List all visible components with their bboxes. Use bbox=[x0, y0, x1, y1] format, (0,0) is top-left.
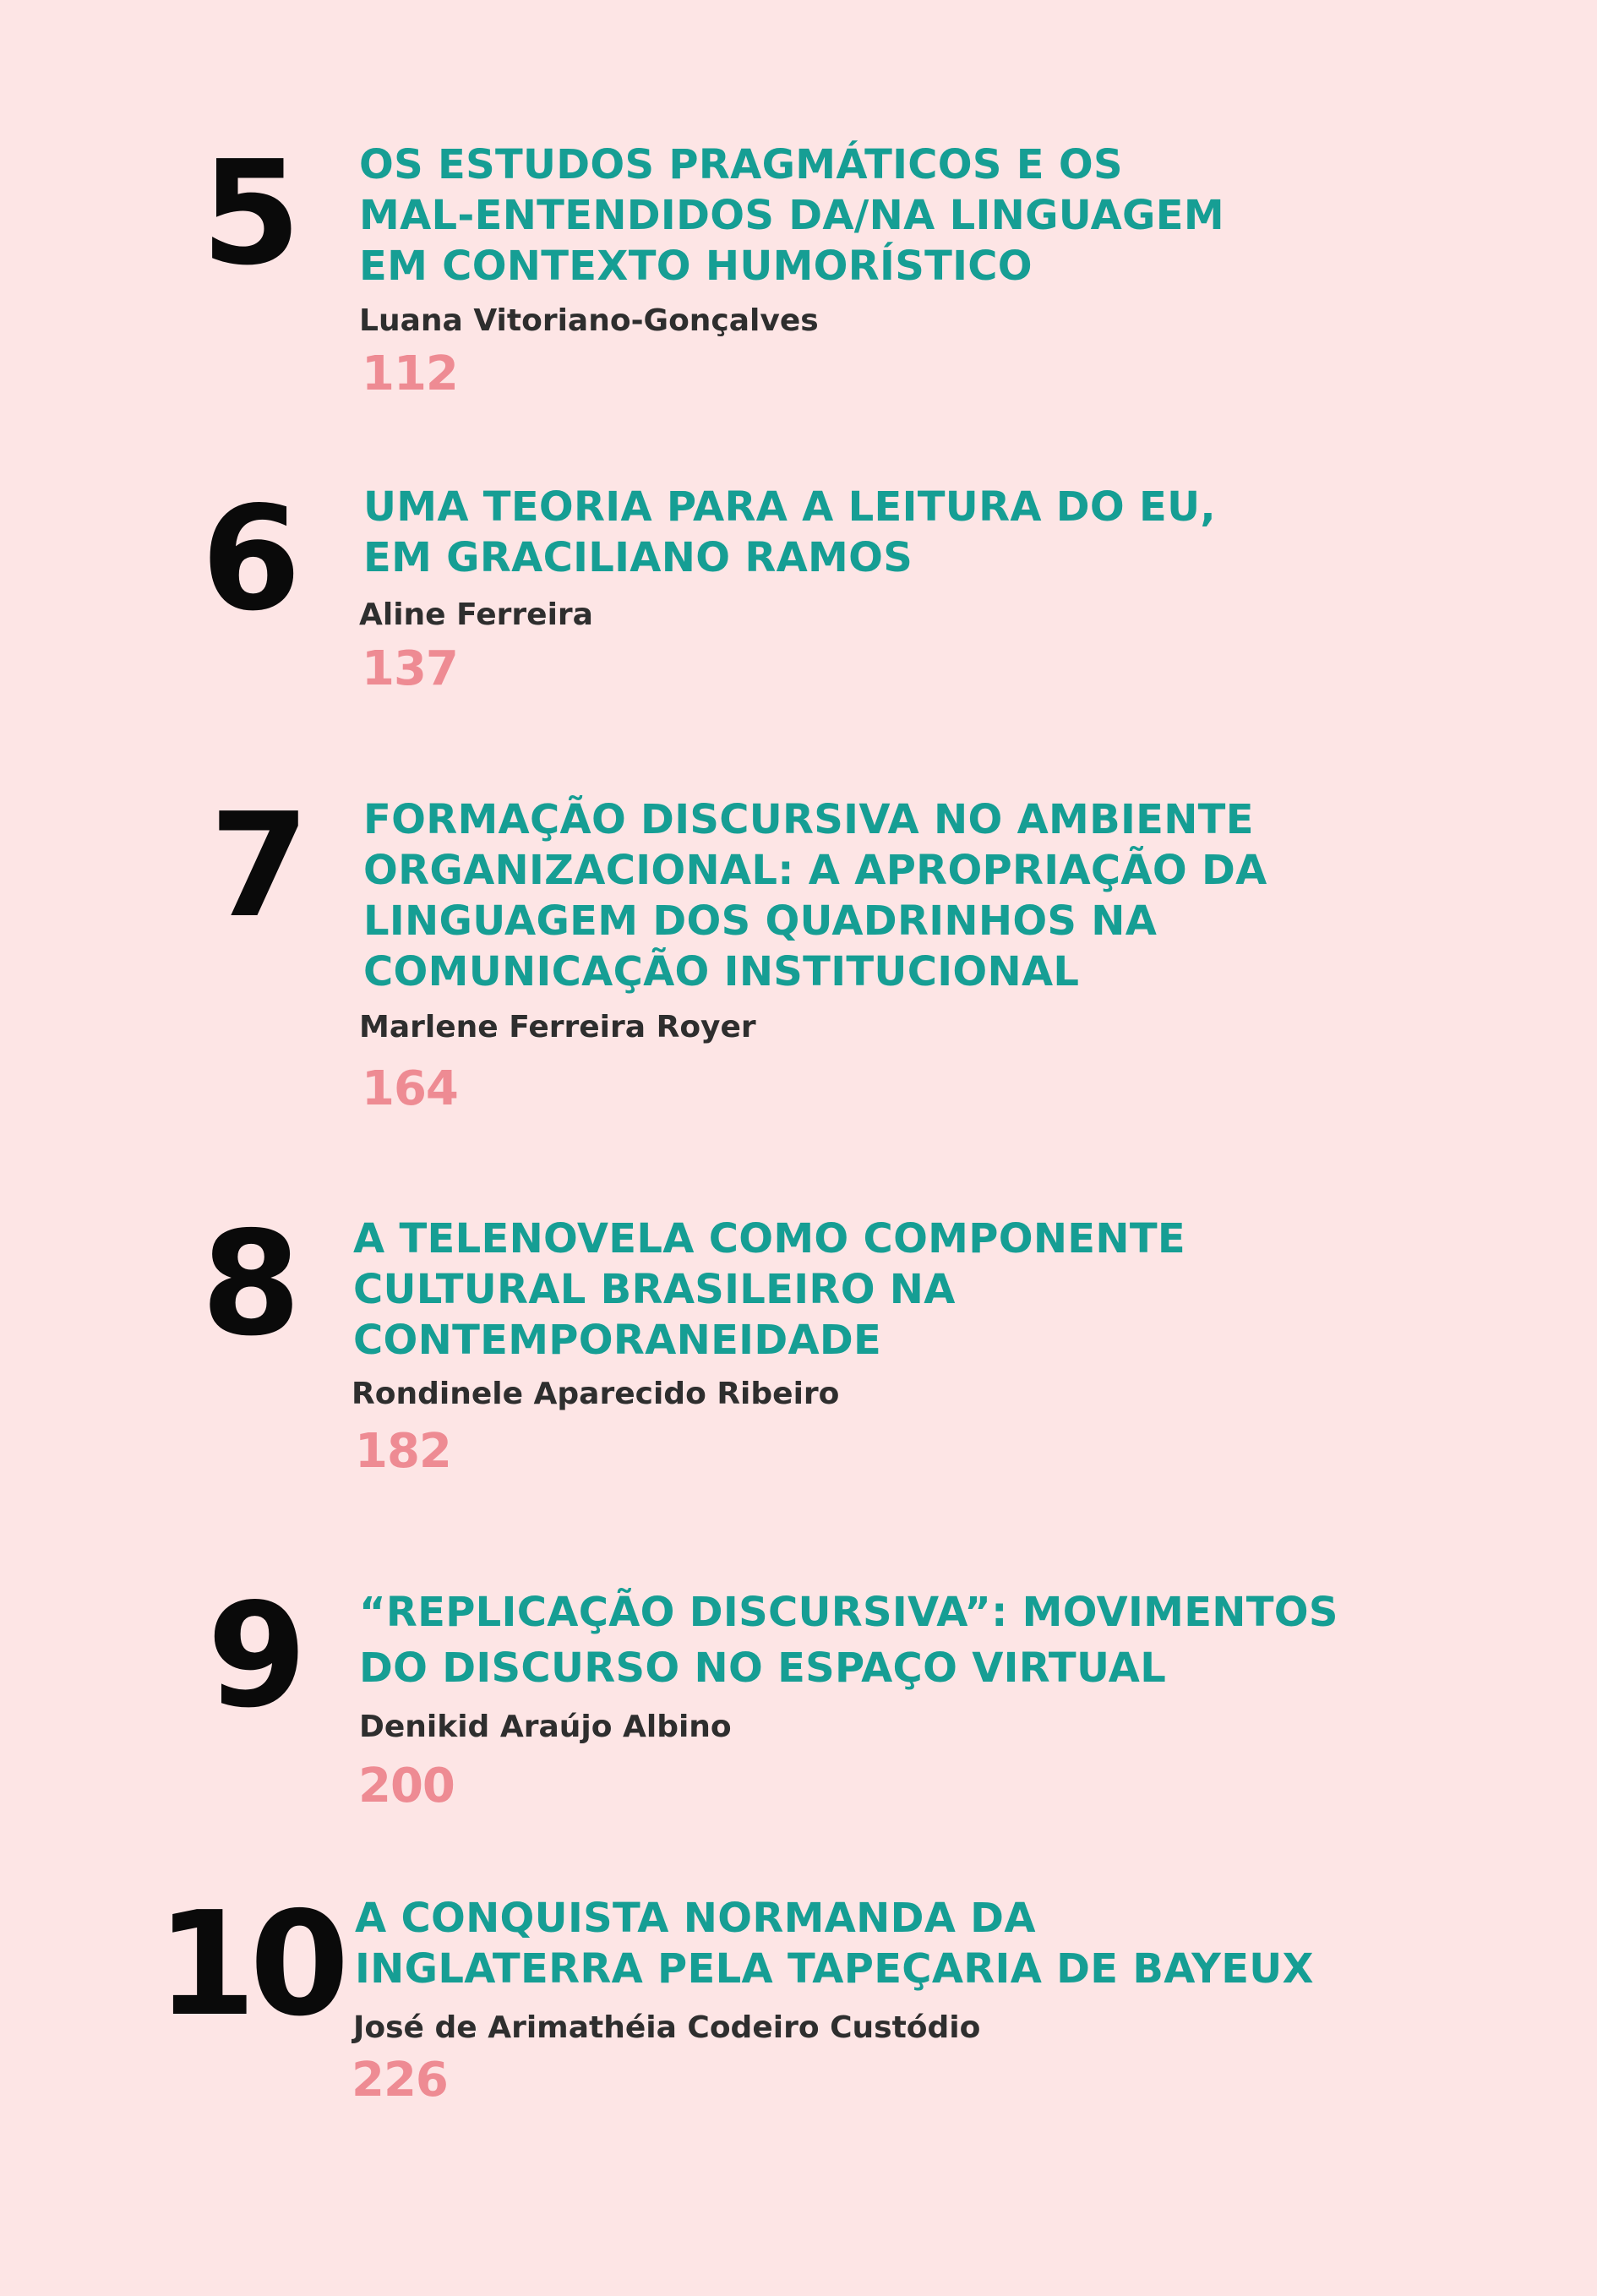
chapter-page-number[interactable]: 164 bbox=[362, 1061, 458, 1116]
chapter-page-number[interactable]: 137 bbox=[362, 641, 458, 696]
chapter-author: Marlene Ferreira Royer bbox=[359, 1010, 756, 1044]
chapter-title[interactable] bbox=[363, 482, 1216, 583]
chapter-page-number[interactable]: 200 bbox=[358, 1759, 455, 1813]
chapter-title-line: FORMAÇÃO DISCURSIVA NO AMBIENTE bbox=[363, 796, 1254, 843]
chapter-title[interactable] bbox=[359, 1584, 1338, 1696]
chapter-page-number[interactable]: 112 bbox=[362, 346, 458, 401]
chapter-number: 10 bbox=[156, 1881, 343, 2048]
chapter-title-line: EM GRACILIANO RAMOS bbox=[363, 534, 913, 581]
chapter-title[interactable] bbox=[353, 1213, 1185, 1366]
chapter-title-line: COMUNICAÇÃO INSTITUCIONAL bbox=[363, 948, 1080, 995]
chapter-title[interactable] bbox=[363, 794, 1267, 997]
chapter-title-line: OS ESTUDOS PRAGMÁTICOS E OS bbox=[359, 141, 1123, 188]
chapter-number: 9 bbox=[207, 1573, 301, 1740]
chapter-page-number[interactable]: 182 bbox=[355, 1424, 451, 1479]
chapter-title-line: MAL-ENTENDIDOS DA/NA LINGUAGEM bbox=[359, 192, 1224, 239]
chapter-author: Aline Ferreira bbox=[359, 597, 593, 632]
chapter-author: José de Arimathéia Codeiro Custódio bbox=[353, 2010, 981, 2045]
chapter-title-line: CONTEMPORANEIDADE bbox=[353, 1317, 882, 1364]
chapter-number: 6 bbox=[201, 476, 295, 643]
chapter-number: 5 bbox=[201, 130, 295, 297]
chapter-title-line: INGLATERRA PELA TAPEÇARIA DE BAYEUX bbox=[355, 1945, 1314, 1993]
chapter-title-line: CULTURAL BRASILEIRO NA bbox=[353, 1266, 956, 1313]
chapter-author: Rondinele Aparecido Ribeiro bbox=[352, 1377, 840, 1411]
chapter-title-line: A CONQUISTA NORMANDA DA bbox=[355, 1895, 1036, 1942]
chapter-title-line: A TELENOVELA COMO COMPONENTE bbox=[353, 1215, 1185, 1263]
chapter-title-line: ORGANIZACIONAL: A APROPRIAÇÃO DA bbox=[363, 847, 1267, 894]
chapter-number: 7 bbox=[210, 783, 303, 950]
chapter-number: 8 bbox=[201, 1201, 295, 1368]
chapter-author: Denikid Araújo Albino bbox=[359, 1710, 732, 1744]
chapter-title[interactable] bbox=[355, 1893, 1314, 1994]
chapter-title-line: EM CONTEXTO HUMORÍSTICO bbox=[359, 243, 1033, 290]
chapter-title-line: UMA TEORIA PARA A LEITURA DO EU, bbox=[363, 483, 1216, 531]
chapter-title-line: DO DISCURSO NO ESPAÇO VIRTUAL bbox=[359, 1644, 1167, 1692]
chapter-title-line: LINGUAGEM DOS QUADRINHOS NA bbox=[363, 897, 1158, 945]
chapter-title[interactable] bbox=[359, 139, 1224, 292]
chapter-title-line: “REPLICAÇÃO DISCURSIVA”: MOVIMENTOS bbox=[359, 1589, 1338, 1636]
chapter-author: Luana Vitoriano-Gonçalves bbox=[359, 303, 819, 338]
chapter-page-number[interactable]: 226 bbox=[352, 2053, 448, 2108]
